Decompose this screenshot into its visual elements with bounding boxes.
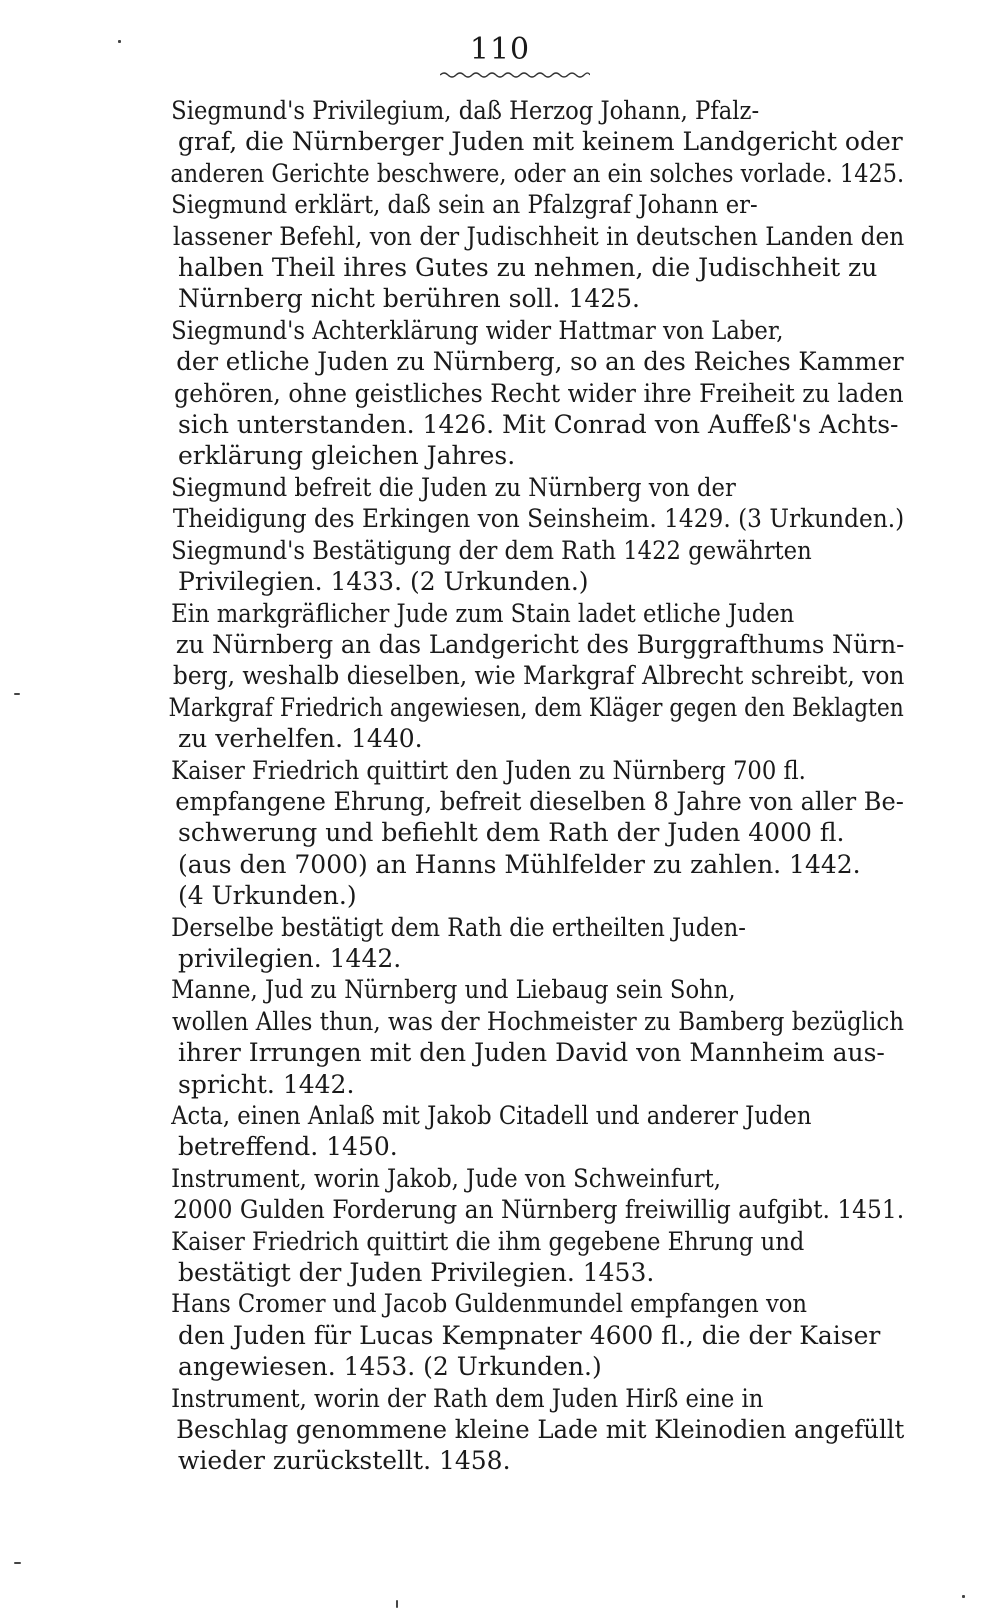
entry-line: 2000 Gulden Forderung an Nürnberg freiwillig aufgibt. 1451. <box>173 1195 905 1225</box>
entry-line: Derselbe bestätigt dem Rath die ertheilten Juden- <box>171 912 746 942</box>
entry-line: halben Theil ihres Gutes zu nehmen, die Judischheit zu <box>178 253 878 283</box>
entry-line: Markgraf Friedrich angewiesen, dem Kläger gegen den Beklagten <box>168 692 904 722</box>
entry-line: anderen Gerichte beschwere, oder an ein solches vorlade. 1425. <box>170 158 905 188</box>
entry-line: Instrument, worin Jakob, Jude von Schweinfurt, <box>171 1163 721 1193</box>
entry-line: Siegmund's Achterklärung wider Hattmar von Laber, <box>171 315 784 345</box>
entry-line: empfangene Ehrung, befreit dieselben 8 Jahre von aller Be- <box>175 786 904 816</box>
entry-line: ihrer Irrungen mit den Juden David von Mannheim aus- <box>178 1038 885 1068</box>
entry-line: (aus den 7000) an Hanns Mühlfelder zu zahlen. 1442. <box>178 849 861 879</box>
entry-line: Siegmund's Bestätigung der dem Rath 1422 gewährten <box>171 535 812 565</box>
page-number: 110 <box>469 32 531 67</box>
entry-line: (4 Urkunden.) <box>178 881 357 911</box>
print-speck <box>118 40 121 43</box>
register-entry <box>104 1226 904 1289</box>
print-speck <box>396 1600 398 1608</box>
entry-line: Nürnberg nicht berühren soll. 1425. <box>178 284 640 314</box>
entry-line: betreffend. 1450. <box>178 1132 398 1162</box>
entry-line: Hans Cromer und Jacob Guldenmundel empfangen von <box>171 1289 808 1319</box>
entry-list <box>104 95 904 1477</box>
entry-line: Siegmund erklärt, daß sein an Pfalzgraf Johann er- <box>171 190 758 220</box>
register-entry <box>104 189 904 315</box>
register-entry <box>104 598 904 755</box>
wavy-rule-ornament <box>440 70 590 80</box>
entry-line: gehören, ohne geistliches Recht wider ihre Freiheit zu laden <box>174 378 904 408</box>
register-entry <box>104 974 904 1100</box>
print-speck <box>14 693 20 695</box>
entry-line: Privilegien. 1433. (2 Urkunden.) <box>178 567 589 597</box>
register-entry <box>104 472 904 535</box>
register-entry <box>104 315 904 472</box>
register-entry <box>104 535 904 598</box>
print-speck <box>962 1595 965 1598</box>
entry-line: Kaiser Friedrich quittirt die ihm gegebene Ehrung und <box>171 1226 805 1256</box>
entry-line: spricht. 1442. <box>178 1069 355 1099</box>
register-entry <box>104 755 904 912</box>
entry-line: graf, die Nürnberger Juden mit keinem Landgericht oder <box>178 127 903 157</box>
entry-line: Beschlag genommene kleine Lade mit Kleinodien angefüllt <box>176 1415 905 1445</box>
entry-line: zu verhelfen. 1440. <box>178 724 423 754</box>
entry-line: Manne, Jud zu Nürnberg und Liebaug sein Sohn, <box>171 975 736 1005</box>
entry-line: privilegien. 1442. <box>178 943 402 973</box>
entry-line: Siegmund's Privilegium, daß Herzog Johann, Pfalz- <box>171 96 760 125</box>
register-entry <box>104 1100 904 1163</box>
entry-line: Kaiser Friedrich quittirt den Juden zu Nürnberg 700 fl. <box>171 755 806 785</box>
entry-line: der etliche Juden zu Nürnberg, so an des Reiches Kammer <box>176 347 904 377</box>
entry-line: Ein markgräflicher Jude zum Stain ladet etliche Juden <box>171 598 795 628</box>
entry-line: zu Nürnberg an das Landgericht des Burggrafthums Nürn- <box>175 629 905 659</box>
register-entry <box>104 1163 904 1226</box>
entry-line: wollen Alles thun, was der Hochmeister zu Bamberg bezüglich <box>171 1006 905 1036</box>
entry-line: Instrument, worin der Rath dem Juden Hirß eine in <box>171 1383 764 1413</box>
entry-line: Acta, einen Anlaß mit Jakob Citadell und anderer Juden <box>171 1101 812 1130</box>
entry-line: angewiesen. 1453. (2 Urkunden.) <box>178 1352 602 1382</box>
register-entry <box>104 95 904 189</box>
entry-line: bestätigt der Juden Privilegien. 1453. <box>178 1258 655 1288</box>
entry-line: erklärung gleichen Jahres. <box>178 441 516 471</box>
entry-line: wieder zurückstellt. 1458. <box>178 1446 511 1476</box>
register-entry <box>104 912 904 975</box>
entry-line: den Juden für Lucas Kempnater 4600 fl., die der Kaiser <box>178 1320 881 1350</box>
entry-line: berg, weshalb dieselben, wie Markgraf Albrecht schreibt, von <box>172 661 905 691</box>
register-entry <box>104 1383 904 1477</box>
entry-line: lassener Befehl, von der Judischheit in deutschen Landen den <box>172 221 905 251</box>
entry-line: Siegmund befreit die Juden zu Nürnberg von der <box>171 472 736 502</box>
entry-line: sich unterstanden. 1426. Mit Conrad von Auffeß's Achts- <box>178 410 899 440</box>
register-entry <box>104 1288 904 1382</box>
print-speck <box>14 1562 21 1564</box>
entry-line: schwerung und befiehlt dem Rath der Juden 4000 fl. <box>178 818 845 848</box>
entry-line: Theidigung des Erkingen von Seinsheim. 1429. (3 Urkunden.) <box>172 504 905 534</box>
